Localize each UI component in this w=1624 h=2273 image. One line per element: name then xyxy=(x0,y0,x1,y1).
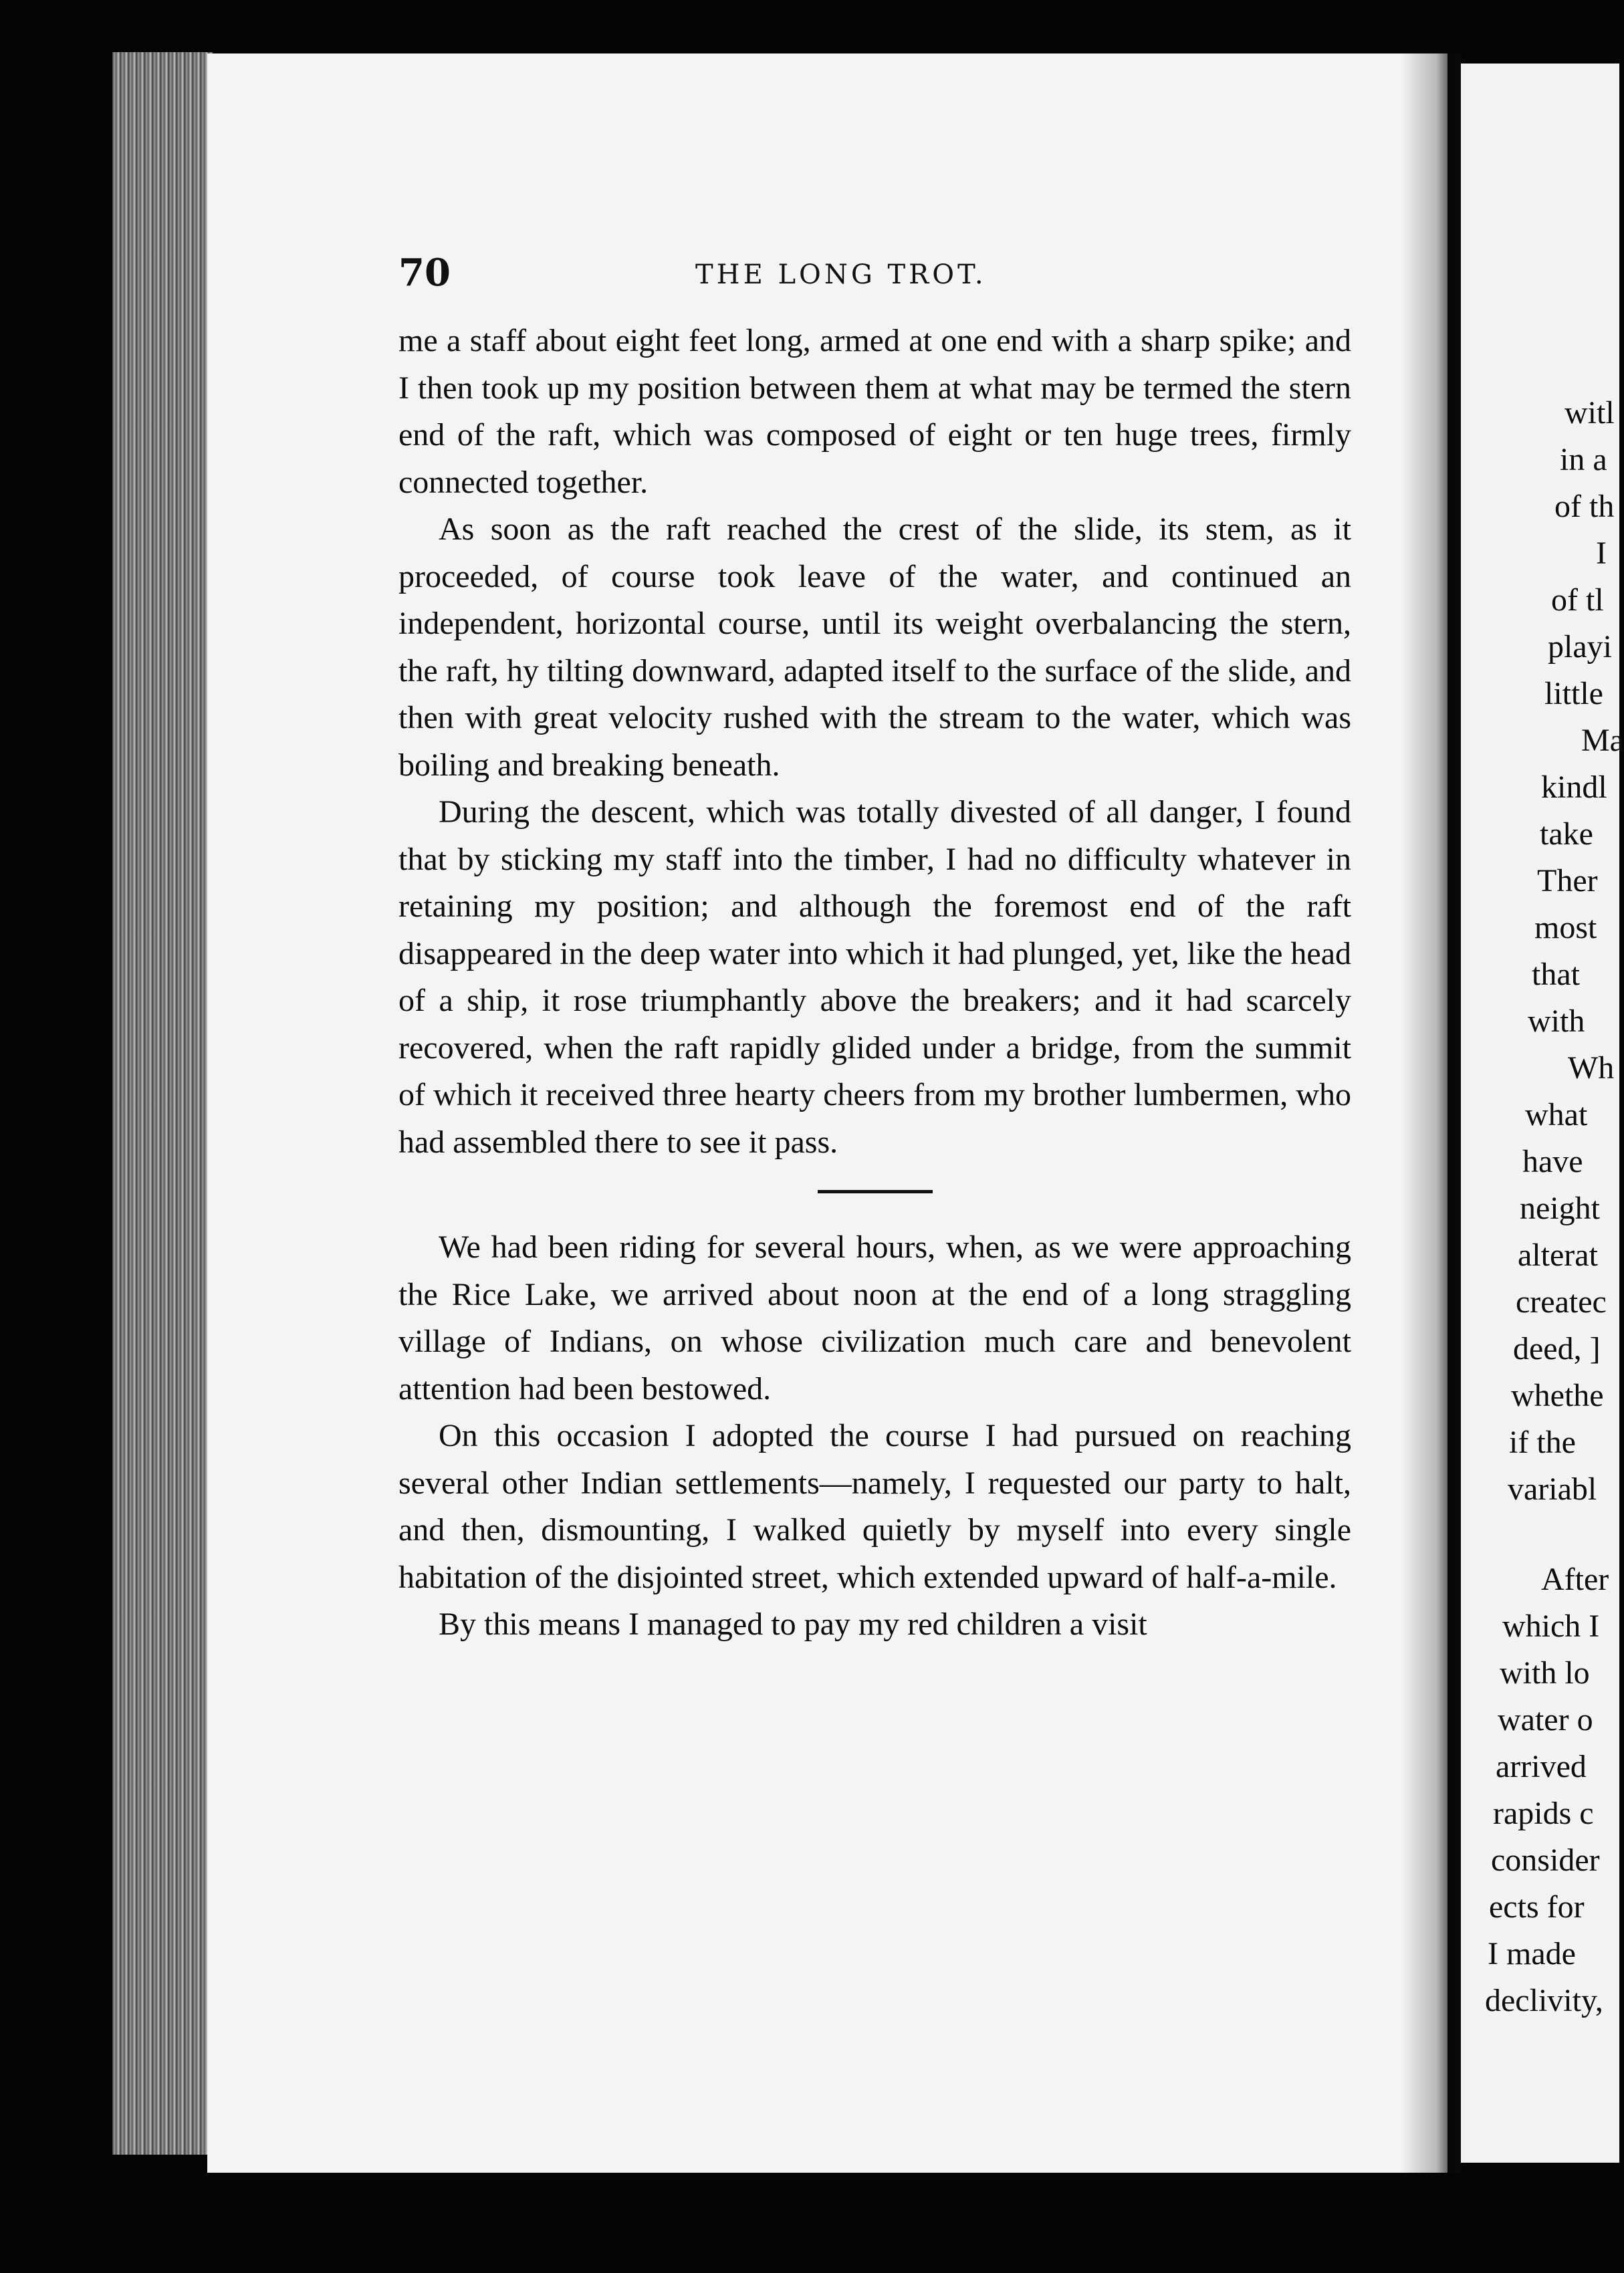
facing-line: ects for xyxy=(1489,1889,1585,1925)
facing-line: rapids c xyxy=(1493,1796,1594,1831)
facing-page xyxy=(1461,64,1624,2163)
facing-line: little xyxy=(1544,676,1603,711)
facing-line: createc xyxy=(1516,1284,1607,1320)
book-gutter xyxy=(1401,53,1461,2173)
facing-line: what xyxy=(1525,1097,1588,1132)
facing-line: take xyxy=(1540,816,1593,852)
facing-line: that xyxy=(1532,957,1580,992)
facing-line: playi xyxy=(1548,629,1612,665)
facing-line: of th xyxy=(1554,489,1615,524)
facing-line: Ther xyxy=(1537,863,1598,899)
paragraph: As soon as the raft reached the crest of the slide, its stem, as it proceeded, of course took leave of the water, and continued an independent, horizontal course, until its weight overbalancing the stern, the raft, hy tilting downward, adapted itself to the surface of the slide, and then with great velocity rushed with the stream to the water, which was boiling and breaking beneath. xyxy=(398,511,1351,783)
facing-line: if the xyxy=(1509,1425,1576,1460)
facing-line: of tl xyxy=(1551,582,1604,618)
facing-line: witl xyxy=(1564,395,1615,431)
facing-line: alterat xyxy=(1518,1237,1598,1273)
facing-line: most xyxy=(1534,910,1597,945)
facing-line: consider xyxy=(1491,1842,1600,1878)
facing-line: with lo xyxy=(1500,1655,1590,1691)
page-edges xyxy=(112,52,213,2155)
facing-line: Wh xyxy=(1568,1050,1615,1086)
facing-line: Ma xyxy=(1581,723,1624,758)
facing-line: I xyxy=(1596,535,1607,571)
facing-line: neight xyxy=(1520,1191,1600,1226)
facing-line: declivity, xyxy=(1485,1983,1603,2018)
paragraph: During the descent, which was totally divested of all danger, I found that by sticking my staff into the timber, I had no difficulty whatever in retaining my position; and although the foremost end of the raft disappeared in the deep water into which it had plunged, yet, like the head of a ship, it rose triumphantly above the breakers; and it had scarcely recovered, when the raft rapidly glided under a bridge, from the summit of which it received three hearty cheers from my brother lumbermen, who had assembled there to see it pass. xyxy=(398,794,1351,1160)
paragraph: me a staff about eight feet long, armed at one end with a sharp spike; and I then took up my position between them at what may be termed the stern end of the raft, which was composed of eight or ten huge trees, firmly connected together. xyxy=(398,323,1351,500)
facing-line: variabl xyxy=(1508,1471,1597,1507)
facing-line: I made xyxy=(1488,1936,1576,1971)
paragraph: By this means I managed to pay my red children a visit xyxy=(439,1606,1147,1642)
facing-line: water o xyxy=(1498,1702,1593,1738)
facing-line: have xyxy=(1522,1144,1583,1179)
paragraph: On this occasion I adopted the course I had pursued on reaching several other Indian settlements—namely, I requested our party to halt, and then, dismounting, I walked quietly by myself into every single habitation of the disjointed street, which extended upward of half-a-mile. xyxy=(398,1418,1351,1595)
facing-line: kindl xyxy=(1541,769,1607,805)
running-head: THE LONG TROT. xyxy=(695,259,987,290)
facing-line: After xyxy=(1541,1562,1609,1597)
page-body xyxy=(398,318,1351,1649)
facing-line: in a xyxy=(1560,442,1607,477)
facing-line: which I xyxy=(1502,1608,1600,1644)
page-number: 70 xyxy=(398,251,451,295)
facing-line: whethe xyxy=(1511,1378,1604,1413)
section-divider xyxy=(818,1190,933,1193)
paragraph: We had been riding for several hours, when, as we were approaching the Rice Lake, we arrived about noon at the end of a long straggling village of Indians, on whose civilization much care and benevolent attention had been bestowed. xyxy=(398,1229,1351,1407)
facing-line: with xyxy=(1528,1003,1585,1039)
facing-line: deed, ] xyxy=(1513,1331,1601,1366)
facing-line: arrived xyxy=(1496,1749,1587,1784)
